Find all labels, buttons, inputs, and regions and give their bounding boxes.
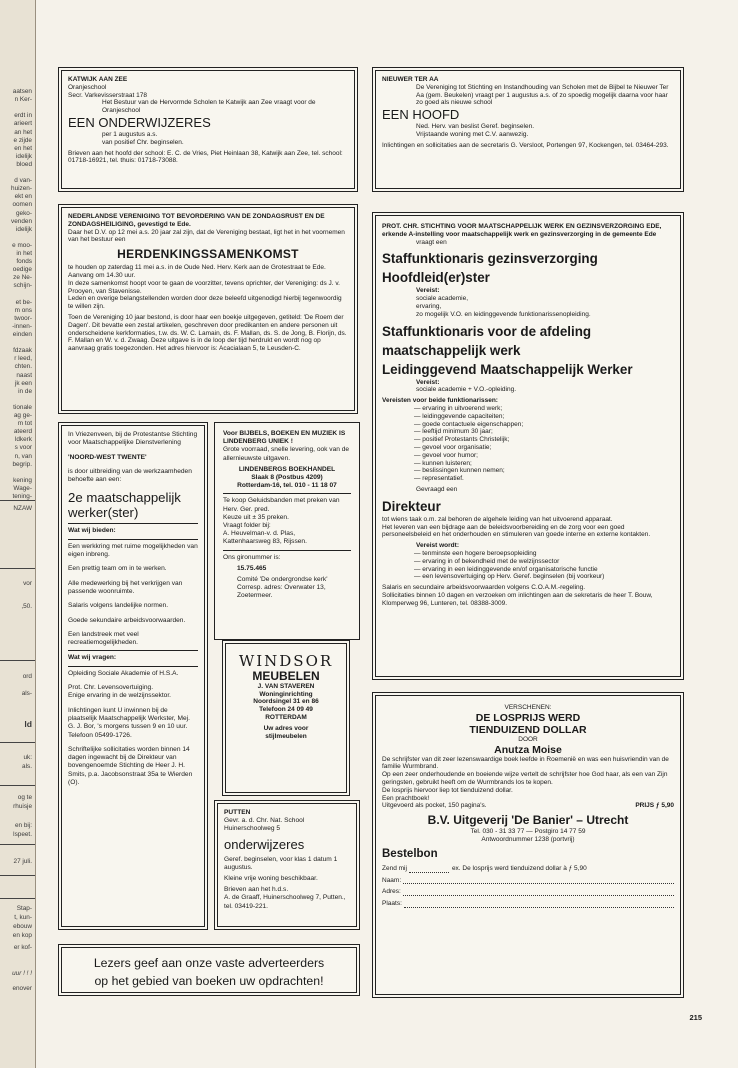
gutter-text: fonds [16, 258, 32, 266]
ad-vereniging-zondagsrust [58, 204, 358, 414]
windsor-city: ROTTERDAM [265, 713, 307, 721]
requirements-list [382, 550, 674, 581]
banner-line: Lezers geef aan onze vaste adverteerders [93, 956, 325, 970]
book-text: De schrijfster van dit zeer lezenswaardige boek leefde in Roemenië en was een huisvriendin van de familie Wurmbrand. [382, 755, 669, 771]
gutter-text: fdzaak [13, 347, 32, 355]
gutter-rule [0, 660, 35, 661]
requirements-label: Vereist: [416, 378, 440, 386]
book-text: De losprijs hiervoor liep tot tienduizend dollar. [382, 786, 513, 794]
gutter-text: twoor- [14, 314, 32, 322]
requirements-label: Vereist wordt: [416, 542, 459, 550]
shop-name: LINDENBERGS BOEKHANDEL [238, 465, 336, 473]
ad-requirement: Vrijstaande woning met C.V. aanwezig. [416, 130, 529, 138]
gutter-rule [0, 568, 35, 569]
ad-head: PROT. CHR. STICHTING VOOR MAATSCHAPPELIJK WERK EN GEZINSVERZORGING EDE, erkende A-instelling voor maatschappelijk werk en gezinsverzorging in de gemeente Ede [382, 223, 662, 238]
ad-contact: Schriftelijke sollicitaties worden binnen 14 dagen ingewacht bij de Direkteur van bovengenoemde Stichting de Heer J. H. Smits, p.a. Jacobsonstraat 35a te Wierden (O). [68, 745, 193, 787]
ad-head: Voor BIJBELS, BOEKEN EN MUZIEK IS LINDENBERG UNIEK ! [223, 430, 346, 446]
list-item: — leidinggevende capaciteiten; [414, 412, 505, 420]
gutter-text: oedige [12, 266, 32, 274]
gutter-text: einden [12, 331, 32, 338]
ad-paragraph: Toen de Vereniging 10 jaar bestond, is door haar een boekje uitgegeven, getiteld: 'De Roem der Dagen'. Dit bevatte een zestal artikelen, geschreven door predikanten en andere personen uit onderscheidene kerkformaties, t.w. ds. W. C. Lamain, ds. F. Mallan, ds. S. de Jong, B. Florijn, ds. F. Mallan en W. v. d. Zwaag. Deze uitgave is in de loop der tijd herdrukt en wordt nog op aanvraag gratis toegezonden. Het adres hiervoor is: Acacialaan 5, te Leusden-C. [68, 313, 347, 353]
gutter-text: ateerd [13, 428, 32, 436]
requirement: sociale academie, [416, 295, 469, 303]
gutter-text: ag ge- [13, 412, 32, 419]
windsor-name: MEUBELEN [252, 668, 320, 683]
ad-role: EEN ONDERWIJZERES [68, 114, 211, 130]
gutter-text: enover [12, 985, 32, 992]
book-price: PRIJS ƒ 5,90 [635, 802, 674, 810]
ad-readers-banner [58, 944, 360, 996]
gutter-text: s voor [14, 444, 32, 452]
gutter-text: tening- [12, 493, 32, 500]
order-address-field[interactable] [382, 888, 674, 896]
role-title: Hoofdleid(er)ster [382, 270, 490, 286]
benefit: Een landstreek met veel recreatiemogelijkheden. [68, 630, 139, 647]
list-item: — positief Protestants Christelijk; [414, 436, 510, 444]
ad-paragraph: Brieven aan het h.d.s. [224, 886, 289, 894]
gutter-text: arieert [13, 120, 32, 128]
publisher-account: Antwoordnummer 1238 (portvrij) [481, 835, 575, 843]
order-label: Zend mij [382, 864, 407, 872]
list-item: — ervaring in een leidinggevende en/of organisatorische functie [414, 565, 598, 573]
windsor-phone: Telefoon 24 09 49 [259, 706, 313, 714]
gutter-text: an het [14, 128, 32, 136]
gutter-text: in de [18, 387, 32, 395]
ad-paragraph: Ons gironummer is: [223, 553, 281, 561]
gutter-text: kening [13, 476, 32, 484]
benefit: Een prettig team om in te werken. [68, 565, 167, 573]
gutter-text: ebouw [13, 923, 32, 930]
book-label: VERSCHENEN: [504, 704, 552, 711]
gutter-text: aatsen [12, 88, 32, 95]
ad-head: NEDERLANDSE VERENIGING TOT BEVORDERING VAN DE ZONDAGSRUST EN DE ZONDAGSHEILIGING, gevestigd te Ede. [68, 213, 325, 228]
benefit: Een werkkring met ruime mogelijkheden van eigen inbreng. [68, 542, 198, 559]
list-item: — kunnen luisteren; [414, 459, 472, 467]
gutter-text: og te [17, 794, 32, 801]
previous-page-gutter [0, 0, 36, 1068]
gutter-text: NZAW [13, 505, 32, 512]
gutter-text: en het [14, 144, 32, 152]
gutter-rule [0, 875, 35, 876]
gutter-text: oomen [12, 201, 32, 209]
gutter-text: erdt in [14, 112, 32, 120]
gutter-text: ,50. [21, 603, 32, 610]
ad-school: Oranjeschool [68, 83, 107, 91]
order-label: ex. De losprijs werd tienduizend dollar à ƒ 5,90 [451, 864, 587, 872]
requirement: Opleiding Sociale Akademie of H.S.A. [68, 669, 179, 677]
book-author: Anutza Moise [494, 743, 562, 756]
gutter-text: tionale [13, 403, 32, 411]
section-label: Wat wij vragen: [68, 654, 117, 662]
list-item: — tenminste een hogere beroepsopleiding [414, 549, 537, 557]
ad-vraagt: vraagt een [416, 238, 447, 246]
ad-losprijs-book [372, 692, 684, 998]
gutter-text: vor [23, 580, 32, 587]
publisher-phone: Tel. 030 - 31 33 77 — Postgiro 14 77 59 [470, 828, 586, 836]
ad-paragraph: Grote voorraad, snelle levering, ook van de allernieuwste uitgaven. [223, 446, 350, 462]
ad-place: PUTTEN [224, 809, 251, 816]
ad-paragraph: Gevr. a. d. Chr. Nat. School Huinerschoolweg 5 [224, 817, 305, 833]
gutter-text: venden [11, 217, 32, 225]
benefit: Goede sekundaire arbeidsvoorwaarden. [68, 616, 186, 624]
gutter-text: uk: [23, 754, 32, 761]
ad-title: 2e maatschappelijk werker(ster) [68, 490, 181, 521]
ad-intro: In Vriezenveen, bij de Protestantse Stichting voor Maatschappelijke Dienstverlening [68, 431, 198, 447]
ad-role: EEN HOOFD [382, 107, 460, 123]
gutter-text: lspeet. [13, 831, 32, 838]
ad-intro: Daar het D.V. op 12 mei a.s. 20 jaar zal zijn, dat de Vereniging bestaat, ligt het in het voornemen van het bestuur een [68, 228, 345, 244]
ad-title: HERDENKINGSSAMENKOMST [117, 247, 299, 262]
shop-address: Slaak 8 (Postbus 4209) [251, 474, 323, 482]
ad-vriezenveen [58, 422, 208, 930]
gutter-text: n Ker- [14, 96, 32, 104]
ad-role: onderwijzeres [224, 836, 305, 852]
requirement: ervaring, [416, 302, 442, 310]
role-title: Leidinggevend Maatschappelijk Werker [382, 361, 633, 377]
requirement: zo mogelijk V.O. en leidinggevende funktionarissenopleiding. [416, 310, 591, 318]
list-item: — leeftijd minimum 30 jaar; [414, 428, 493, 436]
ad-prot-chr-stichting [372, 212, 684, 680]
ad-paragraph: Geref. beginselen, voor klas 1 datum 1 augustus. [224, 855, 338, 871]
gutter-text: t, kun- [14, 914, 32, 921]
section-label: Wat wij bieden: [68, 527, 116, 535]
ad-paragraph: Comité 'De ondergrondse kerk' [237, 576, 328, 584]
ad-intro: Het Bestuur van de Hervormde Scholen te Katwijk aan Zee vraagt voor de Oranjeschool [102, 99, 316, 115]
gutter-text: Stap- [16, 905, 32, 912]
ad-paragraph: Corresp. adres: Overwater 13, Zoetermeer. [237, 584, 326, 600]
book-door: DOOR [518, 735, 538, 743]
list-item: — gevoel voor humor; [414, 451, 478, 459]
gutter-text: uur ! ! ! [12, 970, 32, 977]
requirement: sociale academie + V.O.-opleiding. [416, 386, 517, 394]
order-name-field[interactable] [382, 877, 674, 885]
gutter-text: er kof- [13, 944, 32, 951]
ad-paragraph: Het leveren van een bijdrage aan de beleidsvoorbereiding en de zorg voor een goed personeelsbeleid en het onderhouden en stimuleren van goede interne en externe kontakten. [382, 523, 651, 539]
gutter-rule [0, 844, 35, 845]
requirement: Prot. Chr. Levensovertuiging. [68, 684, 154, 692]
requirement: Enige ervaring in de welzijnssektor. [68, 692, 171, 700]
gutter-text: als- [21, 690, 32, 697]
gutter-text: idelijk [16, 225, 32, 233]
ad-paragraph: Kleine vrije woning beschikbaar. [224, 875, 318, 883]
ad-paragraph: Kattenhaarsweg 83, Rijssen. [223, 538, 307, 546]
order-quantity-row[interactable] [382, 865, 674, 873]
list-item: — beslissingen kunnen nemen; [414, 467, 505, 475]
ad-paragraph: Keuze uit ± 35 preken. [223, 513, 289, 521]
banner-line: op het gebied van boeken uw opdrachten! [94, 974, 324, 988]
ad-windsor [222, 640, 350, 796]
ad-intro: De Vereniging tot Stichting en Instandhouding van Scholen met de Bijbel te Nieuwer Ter Aa (gem. Beukelen) vraagt per 1 augustus a.s. of zo spoedig mogelijk daarna voor haar zo goed als nieuwe school [416, 83, 669, 107]
gutter-text: en kop [12, 932, 32, 939]
ad-requirement: van positief Chr. beginselen. [102, 138, 184, 146]
gutter-text: ldkerk [14, 436, 32, 444]
book-title: TIENDUIZEND DOLLAR [469, 723, 587, 736]
gutter-text: et be- [15, 298, 32, 306]
gutter-rule [0, 500, 35, 501]
ad-katwijk [58, 67, 358, 192]
ad-contact: Inlichtingen kunt U inwinnen bij de plaatselijk Maatschappelijk Werkster, Mej. G. J. Bor, 's morgens tussen 9 en 10 uur. Telefoon 05499-1726. [68, 706, 190, 739]
ad-paragraph: Leden en overige belangstellenden worden door deze beleefd uitgenodigd hierbij tegenwoordig te willen zijn. [68, 295, 342, 311]
list-item: — gevoel voor organisatie; [414, 443, 492, 451]
gutter-text: 27 juli. [13, 858, 32, 865]
role-title: maatschappelijk werk [382, 342, 521, 358]
gutter-text: n, van [14, 452, 32, 460]
role-title: Staffunktionaris voor de afdeling [382, 323, 592, 339]
ad-lindenberg-column [214, 422, 360, 640]
shop-phone: Rotterdam-16, tel. 010 - 11 18 07 [237, 482, 337, 490]
page-number: 215 [689, 1013, 702, 1022]
gutter-text: r leed, [14, 355, 32, 363]
gutter-text: huizen- [11, 185, 32, 193]
gutter-text: m tot [17, 420, 32, 428]
order-label: Plaats: [382, 900, 402, 908]
gutter-text: rhuisje [13, 803, 32, 810]
list-item: — goede contactuele eigenschappen; [414, 420, 524, 428]
order-form-title: Bestelbon [382, 847, 438, 860]
gutter-text: chten. [14, 363, 32, 371]
gutter-text: ze Ne- [13, 274, 32, 282]
gutter-text: als. [22, 763, 32, 770]
ad-paragraph: is door uitbreiding van de werkzaamheden behoefte aan een: [68, 467, 192, 484]
newspaper-page [36, 0, 738, 1068]
ad-paragraph: Te koop Geluidsbanden met preken van Herv. Ger. pred. [223, 497, 340, 513]
publisher-name: B.V. Uitgeverij 'De Banier' – Utrecht [427, 813, 629, 828]
ad-address: Secr. Varkevisserstraat 178 [68, 91, 147, 99]
gutter-text: m ons [14, 306, 32, 314]
ad-nieuwer-ter-aa [372, 67, 684, 192]
gutter-text: begrip. [12, 460, 32, 468]
book-text: Uitgevoerd als pocket, 150 pagina's. [382, 802, 487, 810]
gutter-text: naast [16, 371, 32, 379]
benefit: Salaris volgens landelijke normen. [68, 602, 169, 610]
ad-paragraph: tot wiens taak o.m. zal behoren de algehele leiding van het uitvoerend apparaat. [382, 515, 613, 523]
gutter-text: jk een [14, 379, 32, 387]
ad-paragraph: Sollicitaties binnen 10 dagen en verzoeken om inlichtingen aan de sekretaris de heer T. Bouw, Klomperweg 96, Lunteren, tel. 08388-3009. [382, 591, 653, 607]
giro-number: 15.75.465 [237, 564, 267, 572]
gutter-rule [0, 742, 35, 743]
gutter-text: e zijde [13, 136, 32, 144]
ad-paragraph: Vraagt folder bij: [223, 522, 271, 530]
role-title: Staffunktionaris gezinsverzorging [382, 251, 598, 267]
gutter-text: ekt en [14, 193, 32, 201]
ad-contact: Inlichtingen en sollicitaties aan de secretaris G. Versloot, Portengen 97, Kockengen, tel. 03464-293. [382, 141, 669, 149]
order-label: Adres: [382, 888, 401, 896]
ad-requirement: Ned. Herv. van beslist Geref. beginselen. [416, 123, 535, 131]
ad-paragraph: Salaris en secundaire arbeidsvoorwaarden volgens C.O.A.M.-regeling. [382, 584, 586, 592]
list-item: — representatief. [414, 475, 464, 483]
gutter-text: idelijk [16, 152, 32, 160]
ad-putten [214, 800, 360, 930]
windsor-tag: Uw adres voor [263, 724, 309, 732]
order-city-field[interactable] [382, 900, 674, 908]
ad-date: per 1 augustus a.s. [102, 130, 158, 138]
requirements-label: Vereisten voor beide funktionarissen: [382, 397, 498, 405]
ad-paragraph: A. de Graaff, Huinerschoolweg 7, Putten., tel. 03419-221. [224, 894, 346, 910]
benefit: Alle medewerking bij het verkrijgen van passende woonruimte. [68, 579, 183, 595]
gutter-text: ld [24, 719, 32, 729]
book-text: Een prachtboek! [382, 794, 430, 802]
requirements-list [382, 405, 674, 483]
gutter-text: in het [16, 250, 32, 257]
requirements-label: Vereist: [416, 287, 440, 295]
ad-place: KATWIJK AAN ZEE [68, 76, 128, 83]
book-title: DE LOSPRIJS WERD [475, 711, 581, 724]
windsor-address: Noordsingel 31 en 86 [253, 698, 319, 706]
ad-contact: Brieven aan het hoofd der school: E. C. de Vries, Piet Heinlaan 38, Katwijk aan Zee, tel. school: 01718-16921, tel. thuis: 01718-73088. [68, 149, 343, 165]
ad-place: NIEUWER TER AA [382, 76, 439, 83]
gutter-text: Wage- [13, 484, 32, 492]
book-text: Op een zeer onderhoudende en boeiende wijze vertelt de schrijfster hoe God haar, als een van Zijn geringsten, gebruikt heeft om de Wurmbrands los te kopen. [382, 771, 668, 786]
ad-org-name: 'NOORD-WEST TWENTE' [68, 453, 147, 461]
ad-gevraagd: Gevraagd een [416, 485, 458, 493]
gutter-rule [0, 898, 35, 899]
role-title: Direkteur [382, 498, 441, 514]
windsor-tag: stijlmeubelen [265, 732, 307, 740]
gutter-text: d van- [14, 177, 32, 185]
windsor-sub: Woninginrichting [259, 690, 313, 698]
gutter-text: en bij: [14, 822, 32, 829]
windsor-owner: J. VAN STAVEREN [257, 682, 315, 690]
list-item: — ervaring in of bekendheid met de welzijnssector [414, 557, 560, 565]
ad-paragraph: te houden op zaterdag 11 mei a.s. in de Oude Ned. Herv. Kerk aan de Grotestraat te Ede. Aanvang om 14.30 uur. [68, 264, 326, 279]
windsor-logo: WINDSOR [238, 652, 334, 670]
gutter-text: -innen- [12, 322, 32, 330]
gutter-text: geko- [16, 209, 32, 217]
ad-paragraph: A. Heuvelman-v. d. Plas, [223, 530, 296, 538]
ad-paragraph: In deze samenkomst hoopt voor te gaan de voorzitter, tevens oprichter, der Vereniging: ds J. v. Prooyen, van Stavenisse. [68, 279, 340, 295]
gutter-text: bloed [16, 160, 32, 168]
gutter-text: ord [22, 673, 32, 680]
gutter-text: e moo- [12, 241, 32, 249]
gutter-rule [0, 785, 35, 786]
gutter-text: schijn- [13, 282, 32, 290]
order-label: Naam: [382, 876, 402, 884]
list-item: — een levensovertuiging op Herv. Geref. beginselen (bij voorkeur) [414, 573, 605, 581]
list-item: — ervaring in uitvoerend werk; [414, 404, 503, 412]
